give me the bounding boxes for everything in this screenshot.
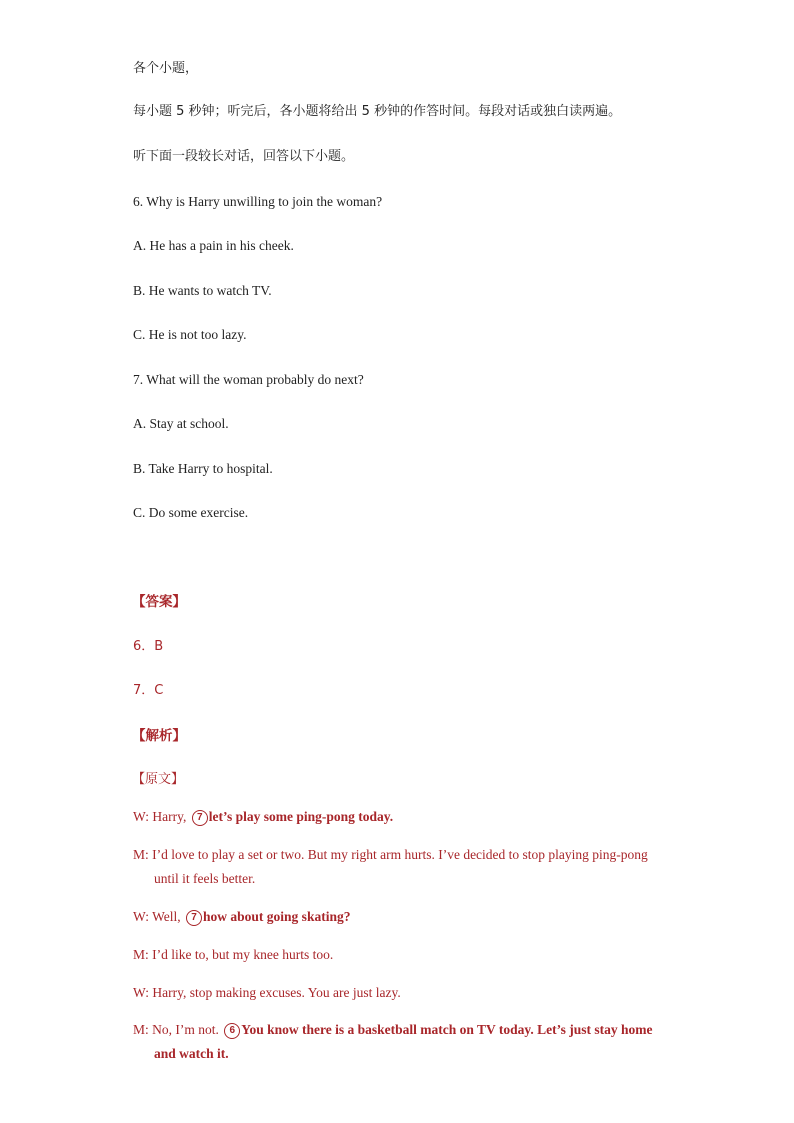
analysis-header: 【解析】 [132, 728, 186, 744]
question-6-option-a: A. He has a pain in his cheek. [133, 238, 294, 253]
question-7-stem: 7. What will the woman probably do next? [133, 372, 364, 387]
question-7-option-a: A. Stay at school. [133, 416, 229, 431]
transcript-line-6-continuation: and watch it. [154, 1046, 229, 1061]
circled-number-marker: 6 [224, 1023, 240, 1039]
transcript-line-1 [133, 808, 393, 826]
question-6-stem: 6. Why is Harry unwilling to join the woman? [133, 194, 383, 209]
speaker-w: W: Harry, [133, 809, 190, 824]
transcript-line-5: W: Harry, stop making excuses. You are just lazy. [133, 985, 401, 1000]
transcript-line-2-continuation: until it feels better. [154, 871, 256, 886]
question-6-option-b: B. He wants to watch TV. [133, 283, 272, 298]
intro-line-1: 各个小题， [133, 61, 199, 76]
speaker-m: M: No, I’m not. [133, 1022, 223, 1037]
key-sentence: let’s play some ping-pong today. [208, 809, 394, 824]
intro-line-3: 听下面一段较长对话，回答以下小题。 [133, 149, 355, 164]
answer-7: 7．C [133, 683, 164, 698]
speaker-w: W: Well, [133, 909, 185, 924]
question-6-option-c: C. He is not too lazy. [133, 327, 247, 342]
question-7-option-c: C. Do some exercise. [133, 505, 249, 520]
transcript-line-3 [133, 908, 350, 926]
transcript-line-2: M: I’d love to play a set or two. But my right arm hurts. I’ve decided to stop playing ping-pong [133, 847, 648, 862]
intro-line-2: 每小题 5 秒钟；听完后，各小题将给出 5 秒钟的作答时间。每段对话或独白读两遍。 [133, 104, 622, 119]
question-7-option-b: B. Take Harry to hospital. [133, 461, 273, 476]
answer-header: 【答案】 [132, 594, 186, 610]
circled-number-marker: 7 [192, 810, 208, 826]
circled-number-marker: 7 [186, 910, 202, 926]
transcript-header: 【原文】 [132, 772, 185, 787]
transcript-line-4: M: I’d like to, but my knee hurts too. [133, 947, 334, 962]
key-sentence: how about going skating? [203, 909, 351, 924]
key-sentence: You know there is a basketball match on TV today. Let’s just stay home [241, 1022, 653, 1037]
transcript-line-6 [133, 1021, 653, 1039]
answer-6: 6．B [133, 639, 164, 654]
